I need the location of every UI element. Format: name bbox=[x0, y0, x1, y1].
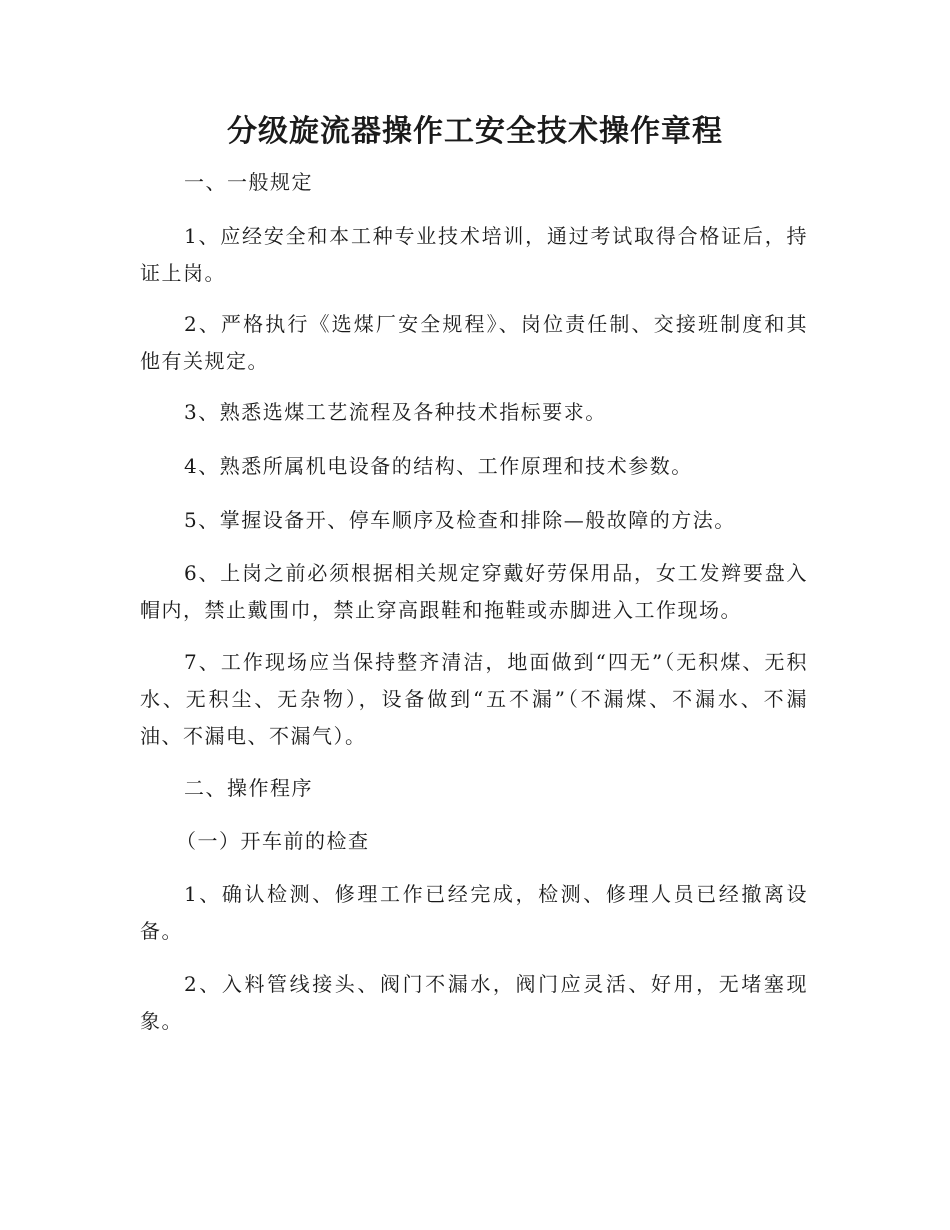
section-heading-general: 一、一般规定 bbox=[184, 170, 313, 194]
paragraph-check-1: 1、确认检测、修理工作已经完成，检测、修理人员已经撤离设备。 bbox=[140, 882, 808, 943]
section-heading-procedure: 二、操作程序 bbox=[184, 776, 313, 800]
paragraph-item-4: 4、熟悉所属机电设备的结构、工作原理和技术参数。 bbox=[184, 454, 693, 478]
paragraph-item-1: 1、应经安全和本工种专业技术培训，通过考试取得合格证后，持证上岗。 bbox=[140, 224, 808, 285]
paragraph-check-2: 2、入料管线接头、阀门不漏水，阀门应灵活、好用，无堵塞现象。 bbox=[140, 972, 808, 1033]
paragraph-item-6: 6、上岗之前必须根据相关规定穿戴好劳保用品，女工发辫要盘入帽内，禁止戴围巾，禁止穿高跟鞋和拖鞋或赤脚进入工作现场。 bbox=[140, 561, 808, 622]
paragraph-item-3: 3、熟悉选煤工艺流程及各种技术指标要求。 bbox=[184, 400, 607, 424]
paragraph-item-2: 2、严格执行《选煤厂安全规程》、岗位责任制、交接班制度和其他有关规定。 bbox=[140, 312, 808, 373]
paragraph-item-7: 7、工作现场应当保持整齐清洁，地面做到“四无”（无积煤、无积水、无积尘、无杂物），设备做到“五不漏”（不漏煤、不漏水、不漏油、不漏电、不漏气）。 bbox=[140, 650, 808, 748]
document-title: 分级旋流器操作工安全技术操作章程 bbox=[227, 114, 723, 149]
subsection-heading-pre-start-check: （一）开车前的检查 bbox=[176, 829, 370, 853]
paragraph-item-5: 5、掌握设备开、停车顺序及检查和排除—般故障的方法。 bbox=[184, 508, 736, 532]
